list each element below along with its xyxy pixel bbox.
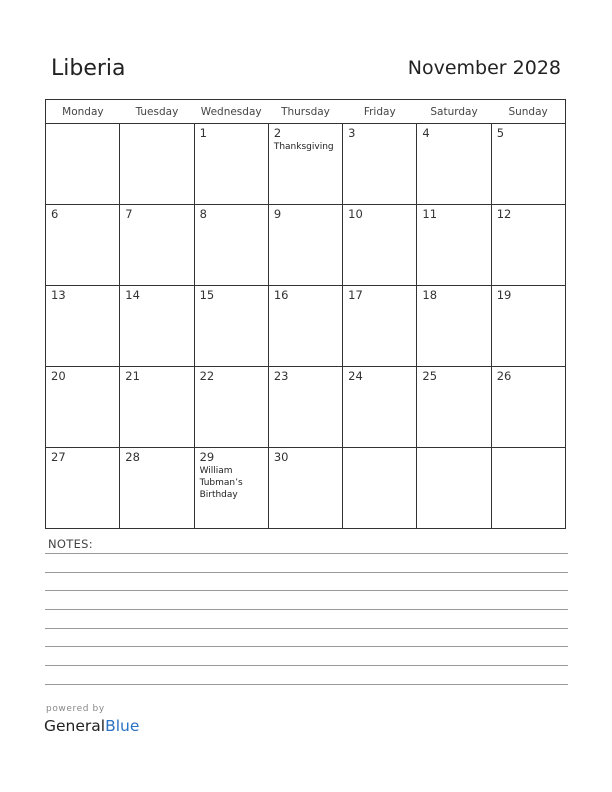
note-line (45, 572, 568, 573)
note-line (45, 665, 568, 666)
day-number: 8 (199, 207, 207, 221)
day-cell (46, 124, 120, 205)
day-number: 16 (273, 288, 289, 302)
day-cell (120, 367, 194, 448)
day-cell (491, 367, 565, 448)
day-cell (417, 367, 491, 448)
day-number: 15 (199, 288, 215, 302)
day-number: 23 (273, 369, 289, 383)
day-number: 1 (199, 126, 207, 140)
week-row (46, 205, 566, 286)
day-cell (46, 205, 120, 286)
calendar-grid (45, 99, 566, 529)
day-cell (46, 286, 120, 367)
day-cell (120, 448, 194, 529)
holiday-event: Thanksgiving (273, 142, 334, 152)
day-cell (194, 286, 268, 367)
day-number: 25 (422, 369, 438, 383)
day-cell (194, 367, 268, 448)
generalblue-logo (44, 717, 139, 735)
day-cell (343, 124, 417, 205)
weekday-monday: Monday (46, 100, 120, 124)
day-number: 10 (348, 207, 363, 221)
day-cell (343, 367, 417, 448)
day-number: 11 (422, 207, 438, 221)
note-line (45, 553, 568, 554)
day-number: 27 (51, 450, 66, 464)
note-line (45, 646, 568, 647)
weekday-friday: Friday (343, 100, 417, 124)
weekday-saturday: Saturday (417, 100, 491, 124)
day-cell (268, 286, 342, 367)
day-cell (491, 124, 565, 205)
month-year-title: November 2028 (407, 57, 561, 79)
brand-general: General (44, 717, 106, 735)
day-number: 2 (273, 126, 282, 140)
day-cell (268, 124, 342, 205)
day-cell (491, 205, 565, 286)
day-cell (343, 205, 417, 286)
day-number: 30 (273, 450, 289, 464)
day-number: 22 (199, 369, 215, 383)
powered-by-text: powered by (46, 704, 105, 714)
day-cell (268, 367, 342, 448)
day-number: 19 (496, 288, 512, 302)
day-number: 14 (125, 288, 140, 302)
day-number: 5 (496, 126, 505, 140)
day-cell (417, 205, 491, 286)
day-number: 18 (422, 288, 438, 302)
day-number: 9 (273, 207, 282, 221)
day-cell (343, 448, 417, 529)
week-row (46, 448, 566, 529)
day-cell (268, 205, 342, 286)
weekday-sunday: Sunday (491, 100, 565, 124)
day-number: 6 (51, 207, 59, 221)
day-number: 26 (496, 369, 512, 383)
weekday-thursday: Thursday (268, 100, 342, 124)
day-cell (120, 124, 194, 205)
day-number: 28 (125, 450, 140, 464)
week-row (46, 124, 566, 205)
weekday-header-row (46, 100, 566, 124)
day-cell (417, 124, 491, 205)
day-cell (46, 367, 120, 448)
day-cell (491, 448, 565, 529)
day-cell (120, 205, 194, 286)
day-number: 4 (422, 126, 430, 140)
note-line (45, 609, 568, 610)
day-number: 21 (125, 369, 140, 383)
day-cell (491, 286, 565, 367)
day-number: 20 (51, 369, 66, 383)
weekday-tuesday: Tuesday (120, 100, 194, 124)
week-row (46, 286, 566, 367)
day-cell (268, 448, 342, 529)
note-line (45, 684, 568, 685)
day-cell (46, 448, 120, 529)
note-line (45, 590, 568, 591)
day-number: 12 (496, 207, 512, 221)
week-row (46, 367, 566, 448)
day-cell (194, 448, 268, 529)
day-cell (417, 286, 491, 367)
day-cell (417, 448, 491, 529)
day-number: 3 (348, 126, 356, 140)
day-number: 24 (348, 369, 363, 383)
day-number: 29 (199, 450, 215, 464)
day-cell (194, 205, 268, 286)
notes-label: NOTES: (48, 537, 93, 551)
brand-blue: Blue (105, 717, 140, 735)
note-line (45, 628, 568, 629)
day-cell (120, 286, 194, 367)
country-title: Liberia (51, 56, 126, 81)
holiday-event: William Tubman’s Birthday (199, 466, 243, 500)
day-cell (194, 124, 268, 205)
day-number: 13 (51, 288, 66, 302)
weekday-wednesday: Wednesday (194, 100, 268, 124)
day-number: 7 (125, 207, 133, 221)
day-cell (343, 286, 417, 367)
day-number: 17 (348, 288, 363, 302)
